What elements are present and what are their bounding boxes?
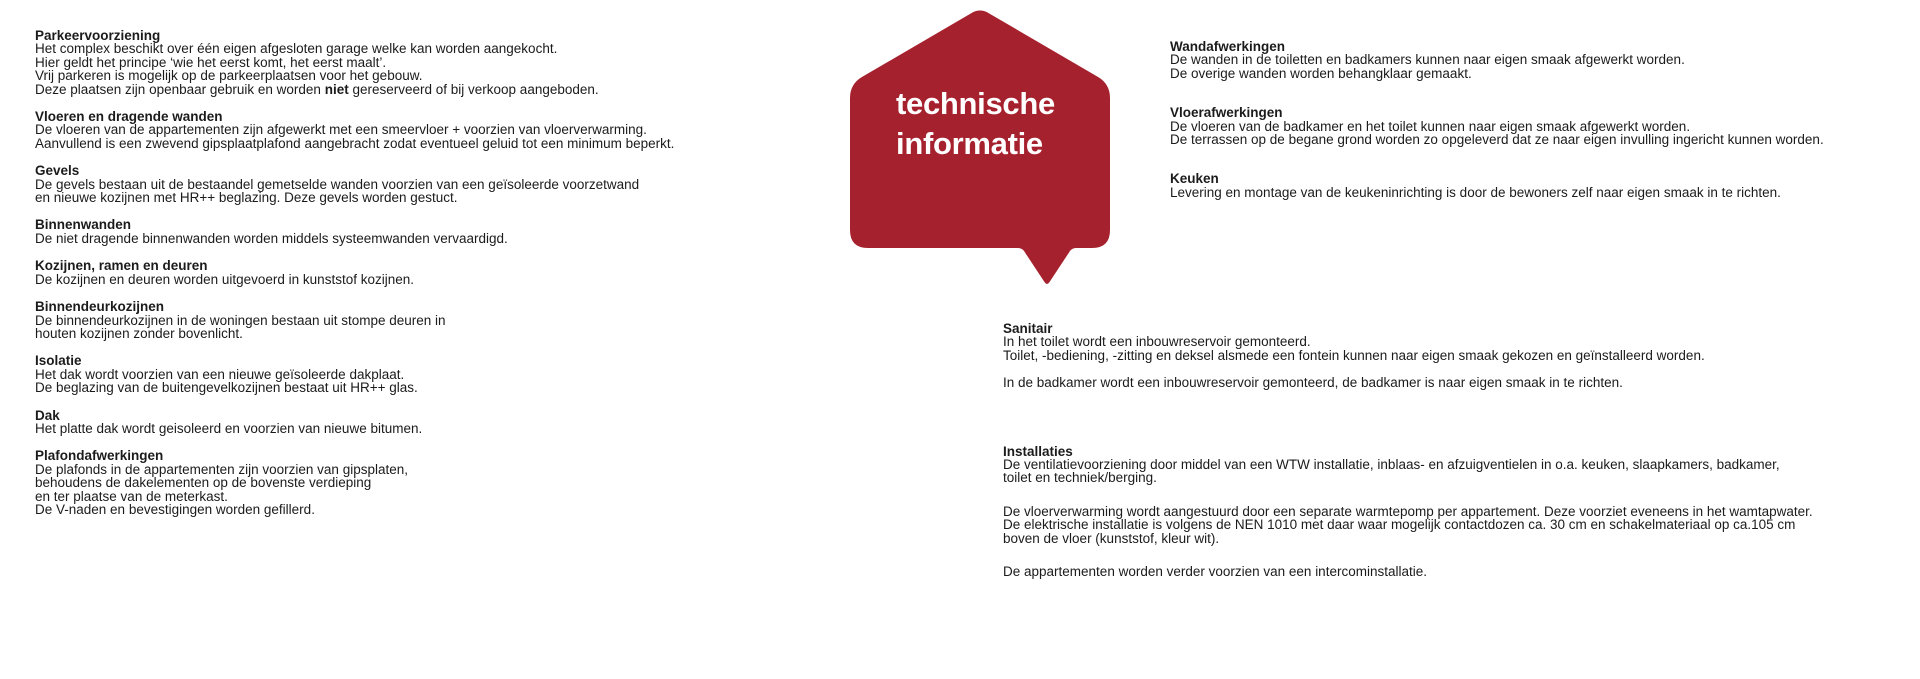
- section-sanitair: [1003, 322, 1803, 390]
- section-heading: Keuken: [1170, 171, 1219, 187]
- text-line: De vloeren van de appartementen zijn afgewerkt met een smeervloer + voorzien van vloerverwarming.: [35, 122, 647, 138]
- paragraph: [1003, 503, 1813, 546]
- section-binnendeurkozijnen: [35, 300, 715, 340]
- section-heading: Wandafwerkingen: [1170, 39, 1286, 54]
- section-wandafwerkingen: [1170, 40, 1790, 80]
- section-heading: Kozijnen, ramen en deuren: [35, 258, 208, 274]
- section-heading: Isolatie: [35, 353, 82, 369]
- technische-informatie-badge: [850, 8, 1110, 288]
- text-line: Het platte dak wordt geisoleerd en voorzien van nieuwe bitumen.: [35, 420, 423, 436]
- text-line: De overige wanden worden behangklaar gemaakt.: [1170, 65, 1472, 81]
- text-line: behoudens de dakelementen op de bovenste verdieping: [35, 475, 372, 491]
- section-heading: Vloeren en dragende wanden: [35, 109, 223, 125]
- section-dak: [35, 409, 715, 436]
- text-line: De wanden in de toiletten en badkamers kunnen naar eigen smaak afgewerkt worden.: [1170, 52, 1685, 68]
- section-binnenwanden: [35, 218, 715, 245]
- text-line: In het toilet wordt een inbouwreservoir gemonteerd.: [1003, 334, 1311, 350]
- section-heading: Binnenwanden: [35, 217, 132, 233]
- badge-title-line2: informatie: [896, 126, 1043, 161]
- section-keuken: [1170, 172, 1790, 199]
- section-plafondafwerkingen: [35, 449, 715, 516]
- text-line: De vloeren van de badkamer en het toilet kunnen naar eigen smaak afgewerkt worden.: [1170, 118, 1691, 134]
- text-line: Toilet, -bediening, -zitting en deksel alsmede een fontein kunnen naar eigen smaak gekozen en geïnstalleerd worden.: [1003, 347, 1705, 363]
- text-line: Het complex beschikt over één eigen afgesloten garage welke kan worden aangekocht.: [35, 41, 558, 57]
- section-heading: Sanitair: [1003, 321, 1053, 336]
- text-line: De gevels bestaan uit de bestaandel gemetselde wanden voorzien van een geïsoleerde voorzetwand: [35, 176, 640, 192]
- text-line: De binnendeurkozijnen in de woningen bestaan uit stompe deuren in: [35, 312, 446, 328]
- section-isolatie: [35, 354, 715, 394]
- section-vloerafwerkingen: [1170, 105, 1824, 148]
- text-line: [35, 83, 715, 96]
- text-line: De V-naden en bevestigingen worden gefillerd.: [35, 501, 315, 517]
- text-line: boven de vloer (kunststof, kleur wit).: [1003, 530, 1220, 546]
- text-line: De ventilatievoorziening door middel van een WTW installatie, inblaas- en afzuigventielen in o.a. keuken, slaapkamers, badkamer,: [1003, 457, 1780, 473]
- text-line: De vloerverwarming wordt aangestuurd door een separate warmtepomp per appartement. Deze voorziet eveneens in het wamtapwater.: [1003, 503, 1813, 519]
- badge-title-line1: technische: [896, 86, 1055, 121]
- section-parkeervoorziening: [35, 29, 715, 96]
- right-bottom-column: [1003, 321, 1813, 592]
- text-line: De elektrische installatie is volgens de NEN 1010 met daar waar mogelijk contactdozen ca. 30 cm en schakelmateriaal op ca.105 cm: [1003, 517, 1796, 533]
- text-line: In de badkamer wordt een inbouwreservoir gemonteerd, de badkamer is naar eigen smaak in te richten.: [1003, 375, 1623, 391]
- paragraph: [1003, 458, 1803, 485]
- section-kozijnen-ramen-en-deuren: [35, 259, 715, 286]
- text-line: en nieuwe kozijnen met HR++ beglazing. Deze gevels worden gestuct.: [35, 190, 458, 206]
- text-line: Hier geldt het principe ‘wie het eerst komt, het eerst maalt’.: [35, 54, 387, 70]
- text-line: Vrij parkeren is mogelijk op de parkeerplaatsen voor het gebouw.: [35, 68, 423, 84]
- text-line: toilet en techniek/berging.: [1003, 470, 1157, 486]
- section-heading: Dak: [35, 407, 60, 423]
- section-vloeren-en-dragende-wanden: [35, 110, 715, 150]
- text-line: houten kozijnen zonder bovenlicht.: [35, 325, 243, 341]
- section-installaties: [1003, 443, 1813, 580]
- text-line: De plafonds in de appartementen zijn voorzien van gipsplaten,: [35, 461, 408, 477]
- section-heading: Parkeervoorziening: [35, 28, 161, 43]
- section-gevels: [35, 164, 715, 204]
- left-column: [35, 29, 715, 530]
- text-line: De appartementen worden verder voorzien van een intercominstallatie.: [1003, 564, 1427, 580]
- section-heading: Binnendeurkozijnen: [35, 299, 165, 315]
- text-line: De beglazing van de buitengevelkozijnen bestaat uit HR++ glas.: [35, 380, 418, 396]
- text-line: De kozijnen en deuren worden uitgevoerd in kunststof kozijnen.: [35, 271, 414, 287]
- text-segment: gereserveerd of bij verkoop aangeboden.: [348, 81, 599, 97]
- paragraph: [1003, 335, 1803, 362]
- text-line: en ter plaatse van de meterkast.: [35, 488, 228, 504]
- section-heading: Gevels: [35, 163, 80, 179]
- paragraph: [1003, 565, 1803, 578]
- text-line: Aanvullend is een zwevend gipsplaatplafond aangebracht zodat eventueel geluid tot een minimum beperkt.: [35, 135, 675, 151]
- section-heading: Installaties: [1003, 443, 1073, 459]
- text-segment: Deze plaatsen zijn openbaar gebruik en worden: [35, 81, 325, 97]
- text-line: Het dak wordt voorzien van een nieuwe geïsoleerde dakplaat.: [35, 366, 405, 382]
- paragraph: [1003, 376, 1803, 389]
- text-line: De niet dragende binnenwanden worden middels systeemwanden vervaardigd.: [35, 230, 508, 246]
- section-heading: Plafondafwerkingen: [35, 448, 164, 464]
- text-line: Levering en montage van de keukeninrichting is door de bewoners zelf naar eigen smaak in te richten.: [1170, 184, 1781, 200]
- section-heading: Vloerafwerkingen: [1170, 105, 1283, 121]
- badge-title: [896, 84, 1055, 164]
- right-top-column: [1170, 39, 1824, 225]
- bold-word: niet: [324, 81, 349, 97]
- text-line: De terrassen op de begane grond worden zo opgeleverd dat ze naar eigen invulling ingericht kunnen worden.: [1170, 132, 1824, 148]
